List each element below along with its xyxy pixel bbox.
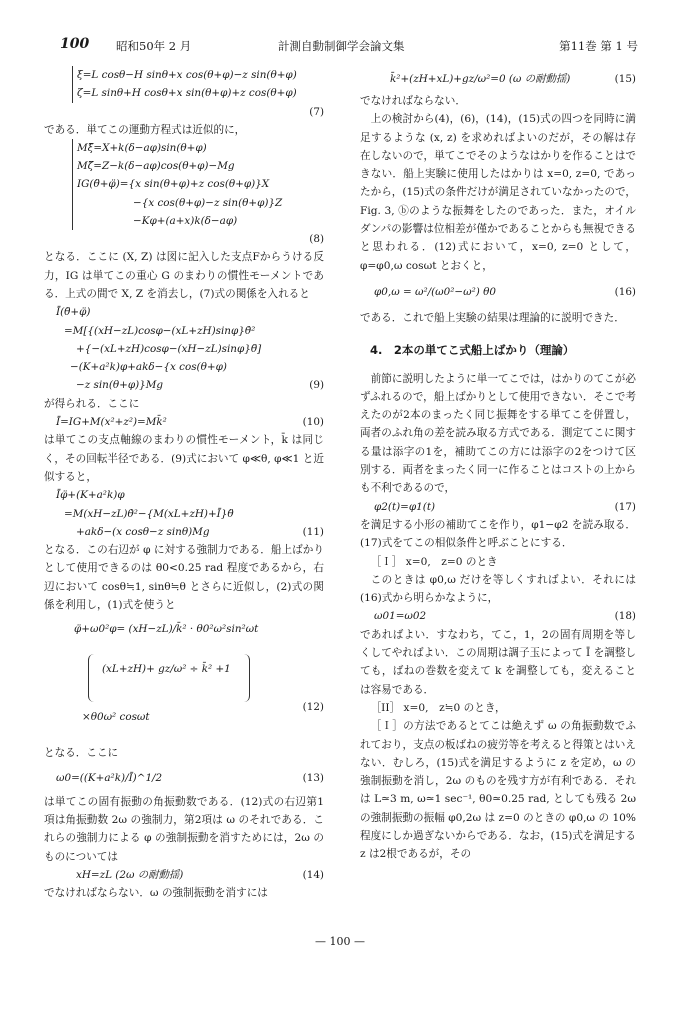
eq13-line [44, 763, 324, 793]
eq17-text: φ2(t)=φ1(t) [374, 500, 436, 513]
header-volume: 第11巻 第 1 号 [559, 39, 638, 53]
eq7-number: (7) [309, 105, 324, 118]
eq11-line-c-text: +akδ−(x cosθ−z sinθ)Mg [76, 525, 210, 538]
paragraph: は単てこの固有振動の角振動数である．(12)式の右辺第1項は角振動数 2ω の強制力，第2項は ω のそれである．これらの強制力による φ の強制振動を消すためには，2ω のものについては [44, 795, 324, 863]
eq18-line [360, 607, 636, 625]
eq9-line-c: +{−(xL+zH)cosφ−(xH−zL)sinφ}θ̈] [76, 342, 262, 355]
eq16-text: φ0,ω = ω²/(ω0²−ω²) θ0 [374, 285, 496, 298]
eq11-line-b: =M(xH−zL)θ̇²−{M(xL+zH)+Ī}θ̈ [64, 507, 234, 520]
eq7-line-a: ξ=L cosθ−H sinθ+x cos(θ+φ)−z sin(θ+φ) [77, 69, 297, 81]
paragraph: ［Ｉ］の方法であるとてこは絶えず ω の角振動数でふれており，支点の板ばねの疲労等を考えると得策とはいえない．むしろ，(15)式を満足するように z を定め，ω の強制振動を消し，2ω のものを残す方が有利である．それは L≃3 m, ω≃1 sec⁻¹, θ0≃0.25 rad, としても残る 2ω の強制振動の振幅 φ0,2ω は z=0 のときの φ0,ω の 10% 程度にしか過ぎないからである．なお，(15)式を満足する z は2根であるが，その [360, 720, 640, 861]
paragraph: となる．この右辺が φ に対する強制力である．船上ばかりとして使用できるのは θ0<0.25 rad 程度であるから，右辺において cosθ≒1, sinθ≒θ とさらに近似し，(2)式の関係を利用し，(1)式を使うと [44, 544, 324, 612]
eq9-line-b: =M[{(xH−zL)cosφ−(xL+zH)sinφ}θ̇² [64, 324, 256, 337]
eq7-line-b: ζ=L sinθ+H cosθ+x sin(θ+φ)+z cos(θ+φ) [77, 87, 297, 100]
eq12-number: (12) [302, 701, 324, 714]
eq18-text: ω01=ω02 [374, 610, 427, 623]
eq17-number: (17) [614, 500, 636, 513]
paragraph: 上の検討から(4)，(6)，(14)，(15)式の四つを同時に満足するような (x, z) を求めればよいのだが，その解は存在しないので，単てこでそのようなはかりを作ることはできない．船上実験に使用したはかりは x=0, z=0, であったから，(15)式の条件だけが満足されていなかったので，Fig. 3, ⓑのような振舞をしたのであった．また，オイルダンパの影響は位相差が僅かであることからも無視できると思われる．(12)式において，x=0, z=0 として，φ=φ0,ω cosωt とおくと， [360, 113, 636, 272]
eq8-line-e: −Kφ+(a+x)k(δ−aφ) [133, 215, 238, 228]
eq15-line [360, 66, 636, 92]
paragraph: である．これで船上実験の結果は理論的に説明できた． [360, 311, 625, 324]
paragraph: を満足する小形の補助てこを作り，φ1−φ2 を読み取る．(17)式をてこの相似条件と呼ぶことにする． [360, 518, 636, 550]
eq15-number: (15) [614, 73, 636, 85]
eq12-line-a: φ̈+ω0²φ= (xH−zL)/k̄² · θ0²ω²sin²ωt [74, 623, 259, 636]
paragraph: となる．ここに (X, Z) は図に記入した支点Fからうける反力，IG は単てこの重心 G のまわりの慣性モーメントである．上式の間で X, Z を消去し，(7)式の関係を入れると [44, 251, 324, 300]
eq16-line [360, 275, 636, 309]
eq15-text: k̄²+(zH+xL)+gz/ω²=0 (ω の耐動揺) [390, 73, 571, 85]
header-page-number: 100 [60, 36, 90, 52]
paragraph: が得られる．ここに [44, 397, 140, 410]
right-column [360, 66, 640, 864]
eq12-line-b: (xL+zH)+ gz/ω² ÷ k̄² +1 [102, 663, 231, 676]
eq8-line-c: IG(θ̈+φ̈)={x sin(θ+φ)+z cos(θ+φ)}X [77, 178, 270, 191]
eq10-number: (10) [302, 416, 324, 429]
paragraph: である．単てこの運動方程式は近似的に， [44, 123, 246, 136]
paragraph: でなければならない．ω の強制振動を消すには [44, 887, 268, 900]
equation-8 [72, 139, 324, 230]
header-date: 昭和50年 2 月 [116, 39, 192, 53]
eq10-text: Ī=IG+M(x²+z²)=Mk̄² [56, 416, 167, 429]
eq16-number: (16) [614, 285, 636, 298]
equation-7 [72, 66, 324, 103]
eq10-line [44, 413, 324, 431]
eq9-line-e [44, 376, 324, 394]
eq18-number: (18) [614, 610, 636, 623]
eq11-line-a: Īφ̈+(K+a²k)φ [56, 489, 125, 502]
eq13-number: (13) [302, 771, 324, 784]
eq12-line-c: ×θ0ω² cosωt [82, 711, 150, 724]
paragraph: 前節に説明したように単一てこでは，はかりのてこが必ずふれるので，船上ばかりとして使用できない．そこで考えたのが2本のまったく同じ振舞をする単てこを併置し，両者のふれ角の差を読み取る方式である．測定てこに関する量は添字の1を，補助てこの方には添字の2をつけて区別する．両者をまったく同一に作ることはコストの上からも不利であるので， [360, 372, 636, 495]
eq8-number: (8) [309, 233, 324, 246]
paragraph: となる．ここに [44, 747, 119, 760]
paragraph: であればよい．すなわち，てこ，1，2の固有周期を等しくしてやればよい．この周期は調子玉によって Ī を調整しても，ばねの巻数を変えて k を調整しても，変えることは容易である． [360, 628, 636, 696]
case-heading-2: ［II］ x=0, z≒0 のとき， [370, 701, 506, 714]
eq9-line-e-text: −z sin(θ+φ)}Mg [76, 379, 164, 392]
eq11-number: (11) [302, 525, 324, 538]
eq14-text: xH=zL (2ω の耐動揺) [76, 868, 184, 881]
header-journal: 計測自動制御学会論文集 [278, 39, 405, 53]
paragraph: は単てこの支点軸線のまわりの慣性モーメント，k̄ は同じく，その回転半径である．(9)式において φ≪θ, φ≪1 と近似すると， [44, 434, 324, 483]
eq8-line-d: −{x cos(θ+φ)−z sin(θ+φ)}Z [133, 196, 283, 209]
eq17-line [360, 498, 636, 516]
eq13-text: ω0=((K+a²k)/Ī)^1/2 [56, 771, 163, 784]
eq9-line-d: −(K+a²k)φ+akδ−{x cos(θ+φ) [70, 361, 227, 374]
eq9-number: (9) [309, 379, 324, 392]
equation-12 [74, 620, 324, 738]
page-footer: — 100 — [315, 935, 365, 948]
eq9-line-a: Ī(θ̈+φ̈) [56, 306, 91, 319]
eq8-line-a: Mξ̈=X+k(δ−aφ)sin(θ+φ) [77, 141, 207, 154]
page-header [60, 38, 638, 58]
case-heading-1: ［Ｉ］ x=0, z=0 のとき [370, 555, 498, 568]
eq8-line-b: Mζ̈=Z−k(δ−aφ)cos(θ+φ)−Mg [77, 160, 235, 173]
paragraph: でなければならない． [360, 95, 466, 107]
eq14-line [44, 866, 324, 884]
section-heading: 4. 2本の単てこ式船上ばかり（理論） [370, 343, 575, 358]
left-column [44, 66, 324, 902]
paragraph: このときは φ0,ω だけを等しくすればよい．それには(16)式から明らかなように， [360, 573, 636, 605]
eq14-number: (14) [302, 868, 324, 881]
eq11-line-c [44, 523, 324, 541]
